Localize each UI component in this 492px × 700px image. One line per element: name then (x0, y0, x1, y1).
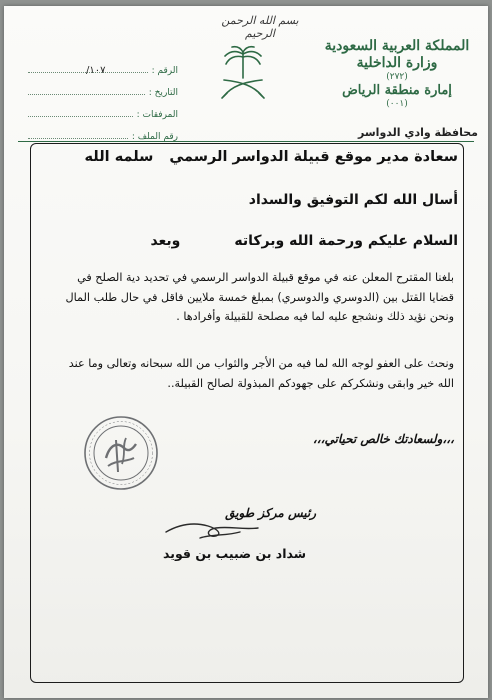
ministry-line-ministry: وزارة الداخلية (356, 55, 438, 71)
ministry-header (312, 38, 482, 110)
ministry-line-code: (٢٧٢) (386, 72, 408, 82)
body-paragraph-1: بلغنا المقترح المعلن عنه في موقع قبيلة الدواسر الرسمي في تحديد دية الصلح في قضايا القتل بين (الدوسري والدوسري) بمبلغ خمسة ملايين فاقل في حال طلب المال ونحن نؤيد ذلك ونشجع عليه لما فيه مصلحة للقبيلة وأفرادها . (65, 271, 454, 323)
greeting: السلام عليكم ورحمة الله وبركاته (234, 233, 458, 249)
ministry-line-emirate: إمارة منطقة الرياض (342, 83, 452, 98)
addressee: سعادة مدير موقع قبيلة الدواسر الرسمي (169, 149, 458, 165)
closing-line: ،،،ولسعادتك خالص تحياتي،،، (312, 432, 454, 446)
reference-block (28, 54, 178, 142)
round-stamp-icon (82, 414, 160, 492)
signer-title: رئيس مركز طويق (225, 506, 316, 520)
signer-name: شداد بن ضبيب بن قويد (163, 546, 306, 561)
body-paragraph-2: ونحث على العفو لوجه الله لما فيه من الأجر والثواب من الله سبحانه وتعالى وما عند الله خير وابقى ونشكركم على جهودكم المبذولة لصالح القبيلة.. (68, 357, 454, 390)
addressee-line (48, 149, 458, 165)
governorate-name: محافظة وادي الدواسر (358, 126, 478, 139)
reference-number-row (28, 54, 178, 76)
reference-date-label: التاريخ : (148, 88, 178, 98)
reference-number-value: ١٠٧/ (86, 65, 106, 76)
reference-number-label: الرقم : (151, 66, 178, 76)
ministry-line-country: المملكة العربية السعودية (324, 38, 470, 54)
reference-attachments-row (28, 98, 178, 120)
ministry-line-emirate-code: (٠٠١) (386, 99, 408, 109)
greeting-line (48, 233, 458, 249)
greeting-after: وبعد (150, 233, 181, 249)
addressee-blessing: سلمه الله (84, 149, 154, 165)
header-divider (18, 141, 474, 142)
reference-attachments-label: المرفقات : (136, 110, 178, 120)
wish-line: أسال الله لكم التوفيق والسداد (248, 192, 458, 208)
handwritten-signature-icon (160, 510, 270, 550)
bismillah-heading: بسم الله الرحمن الرحيم (221, 14, 299, 40)
palm-swords-emblem-icon (214, 42, 272, 106)
reference-file-label: رقم الملف : (131, 132, 178, 142)
reference-date-row (28, 76, 178, 98)
letter-frame (30, 143, 464, 683)
reference-file-row (28, 120, 178, 142)
